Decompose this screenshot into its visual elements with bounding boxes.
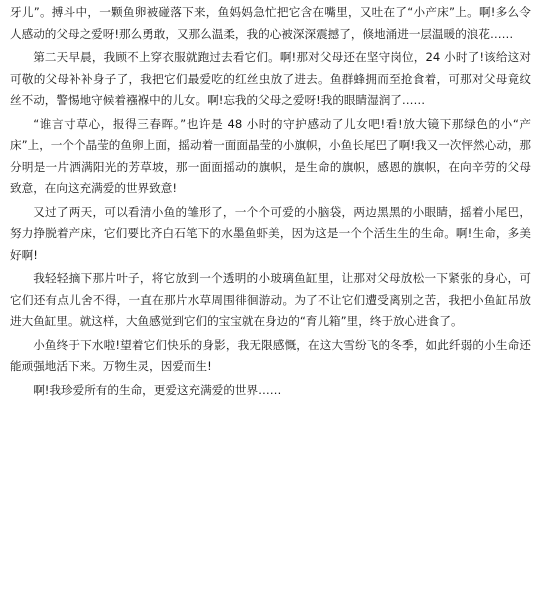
paragraph-6: 小鱼终于下水啦!望着它们快乐的身影，我无限感慨，在这大雪纷飞的冬季，如此纤弱的小生命还能顽强地活下来。万物生灵，因爱而生! [10, 337, 531, 373]
paragraph-5: 我轻轻摘下那片叶子，将它放到一个透明的小玻璃鱼缸里，让那对父母放松一下紧张的身心，可它们还有点儿舍不得，一直在那片水草周围徘徊游动。为了不让它们遭受离别之苦，我把小鱼缸吊放进大鱼缸里。就这样，大鱼感觉到它们的宝宝就在身边的“育儿箱”里，终于放心进食了。 [10, 271, 531, 328]
paragraph-1: 牙儿”。搏斗中，一颗鱼卵被碰落下来，鱼妈妈急忙把它含在嘴里，又吐在了“小产床”上。啊!多么令人感动的父母之爱呀!那么勇敢，又那么温柔，我的心被深深震撼了，倏地涌进一层温暖的浪花…… [10, 5, 531, 41]
paragraph-2: 第二天早晨，我顾不上穿衣服就跑过去看它们。啊!那对父母还在坚守岗位，24 小时了!该给这对可敬的父母补补身子了，我把它们最爱吃的红丝虫放了进去。鱼群蜂拥而至抢食着，可那对父母竟纹丝不动，警惕地守候着襁褓中的儿女。啊!忘我的父母之爱呀!我的眼睛湿润了…… [10, 50, 531, 107]
essay-text [10, 2, 531, 403]
paragraph-4: 又过了两天，可以看清小鱼的雏形了，一个个可爱的小脑袋，两边黑黑的小眼睛，摇着小尾巴，努力挣脱着产床，它们要比齐白石笔下的水墨鱼虾美，因为这是一个个活生生的生命。啊!生命，多美好啊! [10, 204, 531, 262]
paragraph-3: “谁言寸草心，报得三春晖。”也许是 48 小时的守护感动了儿女吧!看!放大镜下那绿色的小“产床”上，一个个晶莹的鱼卵上面，摇动着一面面晶莹的小旗帜，小鱼长尾巴了啊!我又一次怦然心动，那分明是一片洒满阳光的芳草坡，那一面面摇动的旗帜，是生命的旗帜，感恩的旗帜，在向辛劳的父母致意，在向这充满爱的世界致意! [10, 116, 531, 195]
paragraph-7: 啊!我珍爱所有的生命，更爱这充满爱的世界…… [33, 382, 282, 397]
